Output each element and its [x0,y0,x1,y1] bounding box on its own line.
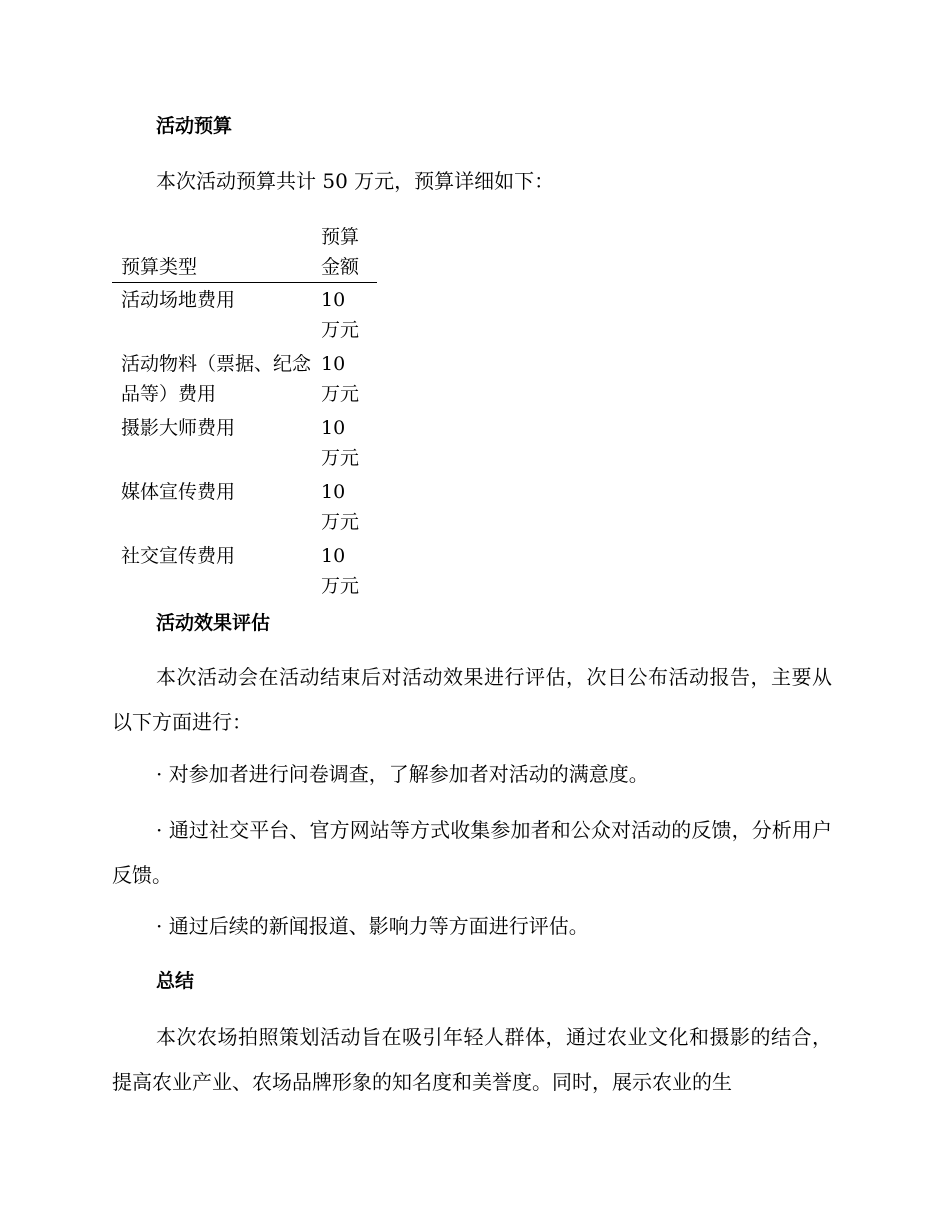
table-row [112,347,377,411]
budget-table-header-row [112,222,377,283]
budget-type-cell: 活动物料（票据、纪念品等）费用 [121,353,312,405]
budget-type-cell: 社交宣传费用 [121,545,236,567]
budget-heading: 活动预算 [156,115,233,137]
table-row [112,539,377,603]
budget-amount-cell: 10 万元 [321,353,360,405]
budget-table [112,222,377,603]
list-item: · 通过后续的新闻报道、影响力等方面进行评估。 [156,914,589,938]
budget-amount-cell: 10 万元 [321,417,360,469]
summary-body: 本次农场拍照策划活动旨在吸引年轻人群体，通过农业文化和摄影的结合，提高农业产业、农场品牌形象的知名度和美誉度。同时，展示农业的生 [112,1025,832,1094]
table-row [112,475,377,539]
budget-table-header-type: 预算类型 [112,222,311,283]
budget-amount-cell: 10 万元 [321,289,360,341]
list-item: · 对参加者进行问卷调查，了解参加者对活动的满意度。 [156,762,649,786]
budget-amount-cell: 10 万元 [321,545,360,597]
budget-intro: 本次活动预算共计 50 万元，预算详细如下： [156,169,555,193]
table-row [112,411,377,475]
budget-type-cell: 媒体宣传费用 [121,481,236,503]
table-row [112,283,377,348]
budget-type-cell: 摄影大师费用 [121,417,236,439]
budget-table-header-amount: 预算金额 [311,222,377,283]
summary-heading: 总结 [156,970,195,992]
evaluation-heading: 活动效果评估 [156,612,271,634]
list-item: · 通过社交平台、官方网站等方式收集参加者和公众对活动的反馈，分析用户反馈。 [112,818,832,887]
budget-amount-cell: 10 万元 [321,481,360,533]
budget-type-cell: 活动场地费用 [121,289,236,311]
evaluation-intro: 本次活动会在活动结束后对活动效果进行评估，次日公布活动报告，主要从以下方面进行： [112,665,832,734]
